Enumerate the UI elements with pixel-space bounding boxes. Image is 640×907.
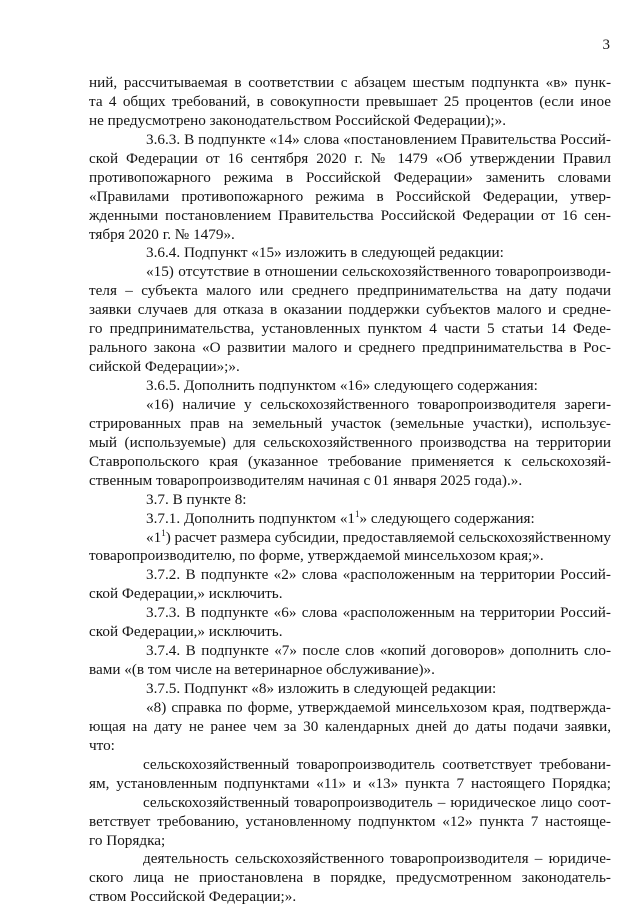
text-line-content: ющая на дату не ранее чем за 30 календарных дней до даты подачи заявки, xyxy=(89,717,611,735)
text-line xyxy=(89,585,611,604)
text-line-content: ям, установленным подпунктами «11» и «13» пункта 7 настоящего Порядка; xyxy=(89,774,611,792)
text-line xyxy=(89,377,611,396)
page-number: 3 xyxy=(602,37,610,53)
text-line xyxy=(89,529,611,548)
text-line xyxy=(89,680,611,699)
text-line xyxy=(89,320,611,339)
text-line-content: «15) отсутствие в отношении сельскохозяйственного товаропроизводи- xyxy=(146,263,611,281)
text-line-content: сийской Федерации»;». xyxy=(89,358,240,376)
text-line-content: сельскохозяйственный товаропроизводитель соответствует требовани- xyxy=(143,755,611,773)
text-line-content: что: xyxy=(89,736,115,754)
text-line xyxy=(89,472,611,491)
text-line xyxy=(89,623,611,642)
text-line xyxy=(89,888,611,907)
text-line-content: ветствует требованию, установленному подпунктом «12» пункта 7 настояще- xyxy=(89,812,611,830)
text-line xyxy=(89,699,611,718)
text-line xyxy=(89,850,611,869)
text-line xyxy=(89,263,611,282)
text-line-content: жденными постановлением Правительства Российской Федерации от 16 сен- xyxy=(89,206,611,224)
text-line xyxy=(89,813,611,832)
text-line-content: заявки случаев для отказа в оказании поддержки субъектов малого и средне- xyxy=(89,301,611,319)
text-line-content: 3.7.3. В подпункте «6» слова «расположенным на территории Россий- xyxy=(146,604,611,622)
superscript: 1 xyxy=(161,528,166,538)
text-line xyxy=(89,642,611,661)
text-line xyxy=(89,510,611,529)
text-line-content: ственным товаропроизводителям начиная с 01 января 2025 года).». xyxy=(89,471,523,489)
text-line-content: рального закона «О развитии малого и среднего предпринимательства в Рос- xyxy=(89,339,611,357)
text-line-content: ством Российской Федерации;». xyxy=(89,888,297,906)
text-line-content: 3.7. В пункте 8: xyxy=(146,490,247,508)
text-line-content: 3.7.1. Дополнить подпунктом «1 xyxy=(146,509,356,527)
text-line-content: 3.6.5. Дополнить подпунктом «16» следующего содержания: xyxy=(146,377,538,394)
text-line xyxy=(89,188,611,207)
text-line-content: теля – субъекта малого или среднего предпринимательства на дату подачи xyxy=(89,282,611,300)
text-line xyxy=(89,226,611,245)
text-line xyxy=(89,415,611,434)
text-line xyxy=(89,756,611,775)
text-line-content: 3.7.2. В подпункте «2» слова «расположенным на территории Россий- xyxy=(146,566,611,584)
text-line-continuation: » следующего содержания: xyxy=(359,509,535,527)
text-line-content: товаропроизводителю, по форме, утверждаемой минсельхозом края;». xyxy=(89,547,544,565)
text-line xyxy=(89,74,611,93)
text-line-content: мый (используемые) для сельскохозяйственного производства на территории xyxy=(89,433,611,451)
text-line-content: го предпринимательства, установленных пунктом 4 части 5 статьи 14 Феде- xyxy=(89,320,611,338)
text-line xyxy=(89,604,611,623)
text-line-content: вами «(в том числе на ветеринарное обслуживание)». xyxy=(89,661,435,679)
text-line-content: ской Федерации,» исключить. xyxy=(89,585,283,603)
text-line-content: ской Федерации от 16 сентября 2020 г. № 1479 «Об утверждении Правил xyxy=(89,149,611,167)
text-line-content: стрированных прав на земельный участок (земельные участки), использує- xyxy=(89,414,611,432)
text-line-content: «1 xyxy=(146,528,162,546)
text-line-content: не предусмотрено законодательством Российской Федерации);». xyxy=(89,111,507,129)
text-line-content: сельскохозяйственный товаропроизводитель – юридическое лицо соот- xyxy=(143,793,611,811)
text-line-content: «Правилами противопожарного режима в Российской Федерации, утвер- xyxy=(89,187,611,205)
text-line xyxy=(89,869,611,888)
text-line-continuation: ) расчет размера субсидии, предоставляемой сельскохозяйственному xyxy=(165,528,611,546)
text-line-content: 3.7.4. В подпункте «7» после слов «копий договоров» дополнить сло- xyxy=(146,642,611,660)
text-line xyxy=(89,339,611,358)
text-line xyxy=(89,169,611,188)
text-line-content: Ставропольского края (указанное требование применяется к сельскохозяй- xyxy=(89,452,611,470)
text-line-content: 3.6.4. Подпункт «15» изложить в следующей редакции: xyxy=(146,244,504,262)
text-line-content: ской Федерации,» исключить. xyxy=(89,623,283,641)
text-line-content: ний, рассчитываемая в соответствии с абзацем шестым подпункта «в» пунк- xyxy=(89,74,611,91)
text-line-content: тября 2020 г. № 1479». xyxy=(89,225,235,243)
text-line-content: противопожарного режима в Российской Федерации» заменить словами xyxy=(89,168,611,186)
text-line xyxy=(89,566,611,585)
text-line xyxy=(89,434,611,453)
text-line xyxy=(89,794,611,813)
text-line-content: го Порядка; xyxy=(89,831,166,849)
text-line xyxy=(89,358,611,377)
text-line xyxy=(89,282,611,301)
text-line xyxy=(89,453,611,472)
text-line xyxy=(89,718,611,737)
text-line-content: 3.7.5. Подпункт «8» изложить в следующей редакции: xyxy=(146,680,497,697)
document-body xyxy=(89,74,611,907)
text-line-content: «8) справка по форме, утверждаемой минсельхозом края, подтвержда- xyxy=(146,698,611,716)
text-line xyxy=(89,150,611,169)
text-line xyxy=(89,775,611,794)
text-line xyxy=(89,207,611,226)
superscript: 1 xyxy=(355,509,360,519)
text-line xyxy=(89,301,611,320)
text-line-content: 3.6.3. В подпункте «14» слова «постановлением Правительства Россий- xyxy=(146,130,611,148)
text-line xyxy=(89,832,611,851)
text-line xyxy=(89,396,611,415)
text-line xyxy=(89,131,611,150)
text-line xyxy=(89,112,611,131)
text-line-content: деятельность сельскохозяйственного товаропроизводителя – юридиче- xyxy=(143,850,611,868)
text-line xyxy=(89,737,611,756)
text-line-content: «16) наличие у сельскохозяйственного товаропроизводителя зареги- xyxy=(146,395,611,413)
text-line-content: ского лица не приостановлена в порядке, предусмотренном законодатель- xyxy=(89,869,611,887)
text-line xyxy=(89,244,611,263)
text-line-content: та 4 общих требований, в совокупности превышает 25 процентов (если иное xyxy=(89,92,611,110)
text-line xyxy=(89,661,611,680)
text-line xyxy=(89,547,611,566)
text-line xyxy=(89,491,611,510)
text-line xyxy=(89,93,611,112)
